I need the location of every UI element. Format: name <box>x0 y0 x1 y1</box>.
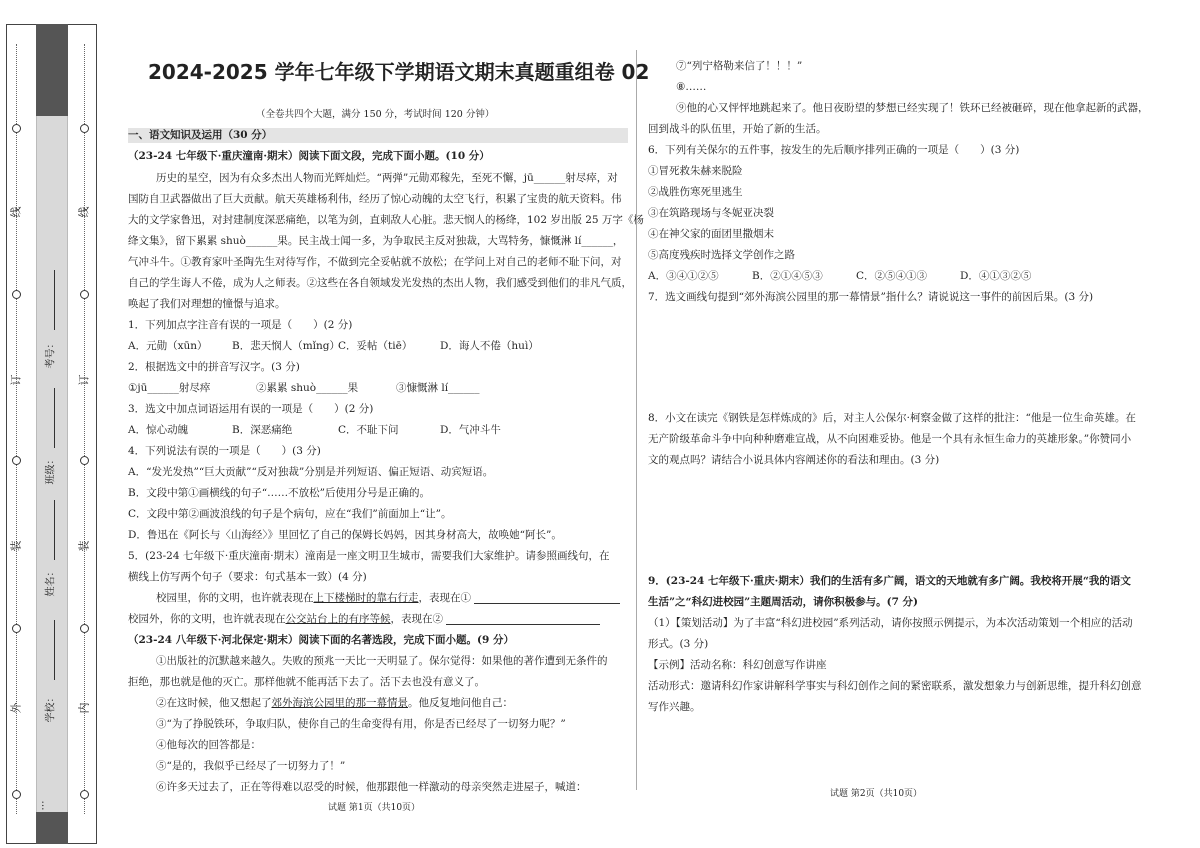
binding-hole-circle <box>80 124 89 133</box>
fill-blank[interactable]: ①jū______射尽瘁 <box>128 382 211 394</box>
section-heading: 一、语文知识及运用（30 分） <box>128 128 628 143</box>
question-4: 4．下列说法有误的一项是（ ）(3 分) <box>128 445 321 457</box>
binding-hole-circle <box>80 624 89 633</box>
field-school-line[interactable] <box>54 620 55 680</box>
passage-line: ③“为了挣脱铁环，争取归队，使你自己的生命变得有用，你是否已经尽了一切努力呢？” <box>156 718 566 730</box>
outer-label-ding: 订 <box>9 374 23 386</box>
passage-line: ②在这时候，他又想起了郊外海滨公园里的那一幕情景。他反复地问他自己： <box>156 697 513 709</box>
option[interactable]: A．惊心动魄 <box>128 424 189 436</box>
inner-label-xian: 线 <box>77 206 91 218</box>
passage-line: 唤起了我们对理想的憧憬与追求。 <box>128 298 286 310</box>
option[interactable]: D．气冲斗牛 <box>440 424 501 436</box>
page-title: 2024-2025 学年七年级下学期语文期末真题重组卷 02 <box>148 60 650 84</box>
question-8-line: 无产阶级革命斗争中向种种磨难宣战，从不向困难妥协。他是一个具有永恒生命力的英雄形象。”你赞同小 <box>648 433 1132 445</box>
option[interactable]: C．妥帖（tiē） <box>338 340 413 352</box>
question-group-heading: （23-24 八年级下·河北保定·期末）阅读下面的名著选段，完成下面小题。(9 分） <box>128 634 514 646</box>
strip-top-dark <box>36 24 68 116</box>
field-school-label: 学校： <box>45 692 57 723</box>
binding-hole-circle <box>12 290 21 299</box>
passage-line: 绛文集》，留下累累 shuò______果。民主战士闻一多，为争取民主反对独裁，大骂特务，慷慨淋 lí______， <box>128 235 624 247</box>
passage-line: ⑥许多天过去了，正在等得难以忍受的时候，他那跟他一样激动的母亲突然走进屋子，喊道： <box>156 781 587 793</box>
event-item: ③在筑路现场与冬妮亚决裂 <box>648 207 774 219</box>
option[interactable]: D．鲁迅在《阿长与〈山海经〉》里回忆了自己的保姆长妈妈，因其身材高大，故唤她“阿长”。 <box>128 529 562 541</box>
passage-line: ⑦“列宁格勒来信了！！！” <box>676 60 803 72</box>
option[interactable]: B．悲天悯人（mǐng） <box>232 340 341 352</box>
example-label: 【示例】活动名称：科幻创意写作讲座 <box>648 659 827 671</box>
passage-line: 国防自卫武器做出了巨大贡献。航天英雄杨利伟，经历了惊心动魄的太空飞行，积累了宝贵的航天资料。伟 <box>128 193 622 205</box>
answer-line-1[interactable] <box>474 603 620 604</box>
question-9-line: 生活”之“科幻进校园”主题周活动，请你积极参与。(7 分) <box>648 596 919 608</box>
question-1: 1．下列加点字注音有误的一项是（ ）(2 分) <box>128 319 353 331</box>
binding-hole-circle <box>80 790 89 799</box>
inner-label-ding: 订 <box>77 374 91 386</box>
passage-line: ⑨他的心又怦怦地跳起来了。他日夜盼望的梦想已经实现了！铁环已经被砸碎，现在他拿起新的武器， <box>676 102 1149 114</box>
binding-hole-circle <box>12 124 21 133</box>
exam-subtitle: （全卷共四个大题，满分 150 分，考试时间 120 分钟） <box>256 109 495 120</box>
question-9-line: 9．(23-24 七年级下·重庆·期末）我们的生活有多广阔，语文的天地就有多广阔。我校将开展“我的语文 <box>648 575 1131 587</box>
inner-dotted-line <box>84 44 85 814</box>
field-class-label: 班级： <box>45 454 57 485</box>
question-6: 6．下列有关保尔的五件事，按发生的先后顺序排列正确的一项是（ ）(3 分) <box>648 144 1020 156</box>
passage-line: ⑧…… <box>676 81 707 93</box>
option[interactable]: C．文段中第②画波浪线的句子是个病句，应在“我们”前面加上“让”。 <box>128 508 452 520</box>
outer-label-xian: 线 <box>9 206 23 218</box>
inner-label-nei: 内 <box>77 702 91 714</box>
example-form-line: 写作兴趣。 <box>648 701 701 713</box>
event-item: ①冒死救朱赫来脱险 <box>648 165 743 177</box>
fill-blank[interactable]: ③慷慨淋 lí______ <box>396 382 480 394</box>
question-5: 5．(23-24 七年级下·重庆潼南·期末）潼南是一座文明卫生城市，需要我们大家维护。请参照画线句，在 <box>128 550 610 562</box>
option[interactable]: C．②⑤④①③ <box>856 270 928 282</box>
passage-line: 大的文学家鲁迅，对封建制度深恶痛绝，以笔为剑，直刺敌人心脏。悲天悯人的杨绛，102 岁出版 25 万字《杨 <box>128 214 644 226</box>
question-8-line: 文的观点吗？请结合小说具体内容阐述你的看法和理由。(3 分) <box>648 454 940 466</box>
binding-hole-circle <box>12 456 21 465</box>
passage-line: 回到战斗的队伍里，开始了新的生活。 <box>648 123 827 135</box>
fill-blank[interactable]: ②累累 shuò______果 <box>256 382 359 394</box>
binding-sidebar <box>0 0 100 848</box>
question-8-line: 8．小文在读完《钢铁是怎样炼成的》后，对主人公保尔·柯察金做了这样的批注：“他是一位生命英雄。在 <box>648 412 1136 424</box>
binding-hole-circle <box>12 624 21 633</box>
binding-hole-circle <box>12 790 21 799</box>
example-sentence-1: 校园里，你的文明，也许就表现在上下楼梯时的靠右行走，表现在① <box>156 592 471 604</box>
binding-hole-circle <box>80 290 89 299</box>
event-item: ②战胜伤寒死里逃生 <box>648 186 743 198</box>
passage-line: ⑤“是的，我似乎已经尽了一切努力了！” <box>156 760 346 772</box>
question-group-heading: （23-24 七年级下·重庆潼南·期末）阅读下面文段，完成下面小题。(10 分） <box>128 150 490 162</box>
example-form-line: 活动形式：邀请科幻作家讲解科学事实与科幻创作之间的紧密联系，激发想象力与创新思维，提升科幻创意 <box>648 680 1142 692</box>
event-item: ⑤高度残疾时选择文学创作之路 <box>648 249 795 261</box>
strip-bottom-dark <box>36 812 68 844</box>
field-class-line[interactable] <box>54 388 55 448</box>
page-divider <box>636 50 637 790</box>
option[interactable]: B．深恶痛绝 <box>232 424 293 436</box>
field-id-label: 考号： <box>45 338 57 369</box>
option[interactable]: A．元勋（xūn） <box>128 340 208 352</box>
question-7: 7．选文画线句提到“郊外海滨公园里的那一幕情景”指什么？请说说这一事件的前因后果。(3 分) <box>648 291 1094 303</box>
example-sentence-2: 校园外，你的文明，也许就表现在公交站台上的有序等候，表现在② <box>128 613 443 625</box>
passage-line: ④他每次的回答都是： <box>156 739 261 751</box>
option[interactable]: C．不耻下问 <box>338 424 399 436</box>
option[interactable]: A．③④①②⑤ <box>648 270 719 282</box>
question-9-1-line: （1）【策划活动】为了丰富“科幻进校园”系列活动，请你按照示例提示，为本次活动策划一个相应的活动 <box>648 617 1133 629</box>
option[interactable]: D．诲人不倦（huì） <box>440 340 539 352</box>
inner-label-zhuang: 装 <box>77 540 91 552</box>
question-5-line2: 横线上仿写两个句子（要求：句式基本一致）(4 分) <box>128 571 367 583</box>
passage-line: 拒绝，那也就是他的灭亡。那样他就不能再活下去了。活下去也没有意义了。 <box>128 676 485 688</box>
passage-line: 气冲斗牛。①教育家叶圣陶先生对待写作，不做到完全妥帖就不放松；在学问上对自己的老师不耻下问，对 <box>128 256 622 268</box>
passage-line: 自己的学生诲人不倦，成为人之师表。②这些在各自领域发光发热的杰出人物，我们感受到他们的非凡气质， <box>128 277 632 289</box>
field-name-label: 姓名： <box>45 566 57 597</box>
question-9-1-line: 形式。(3 分) <box>648 638 709 650</box>
question-3: 3．选文中加点词语运用有误的一项是（ ）(2 分) <box>128 403 374 415</box>
option[interactable]: B．②①④⑤③ <box>752 270 823 282</box>
field-name-line[interactable] <box>54 500 55 560</box>
option[interactable]: D．④①③②⑤ <box>960 270 1032 282</box>
outer-dotted-line <box>16 44 17 814</box>
option[interactable]: A．“发光发热”“巨大贡献”“反对独裁”分别是并列短语、偏正短语、动宾短语。 <box>128 466 494 478</box>
answer-line-2[interactable] <box>446 624 600 625</box>
passage-line: 历史的星空，因为有众多杰出人物而光辉灿烂。“两弹”元勋邓稼先，至死不懈，jū______射尽瘁，对 <box>156 172 618 184</box>
binding-hole-circle <box>80 456 89 465</box>
page-footer-1: 试题 第1页（共10页） <box>328 803 421 813</box>
option[interactable]: B．文段中第①画横线的句子“……不放松”后使用分号是正确的。 <box>128 487 430 499</box>
outer-label-zhuang: 装 <box>9 540 23 552</box>
outer-label-wai: 外 <box>9 702 23 714</box>
field-dots: … <box>35 800 47 811</box>
question-2: 2．根据选文中的拼音写汉字。(3 分) <box>128 361 300 373</box>
field-id-line[interactable] <box>54 270 55 330</box>
passage-line: ①出版社的沉默越来越久。失败的预兆一天比一天明显了。保尔觉得：如果他的著作遭到无条件的 <box>156 655 608 667</box>
page-footer-2: 试题 第2页（共10页） <box>830 789 923 799</box>
event-item: ④在神父家的面团里撒烟末 <box>648 228 774 240</box>
